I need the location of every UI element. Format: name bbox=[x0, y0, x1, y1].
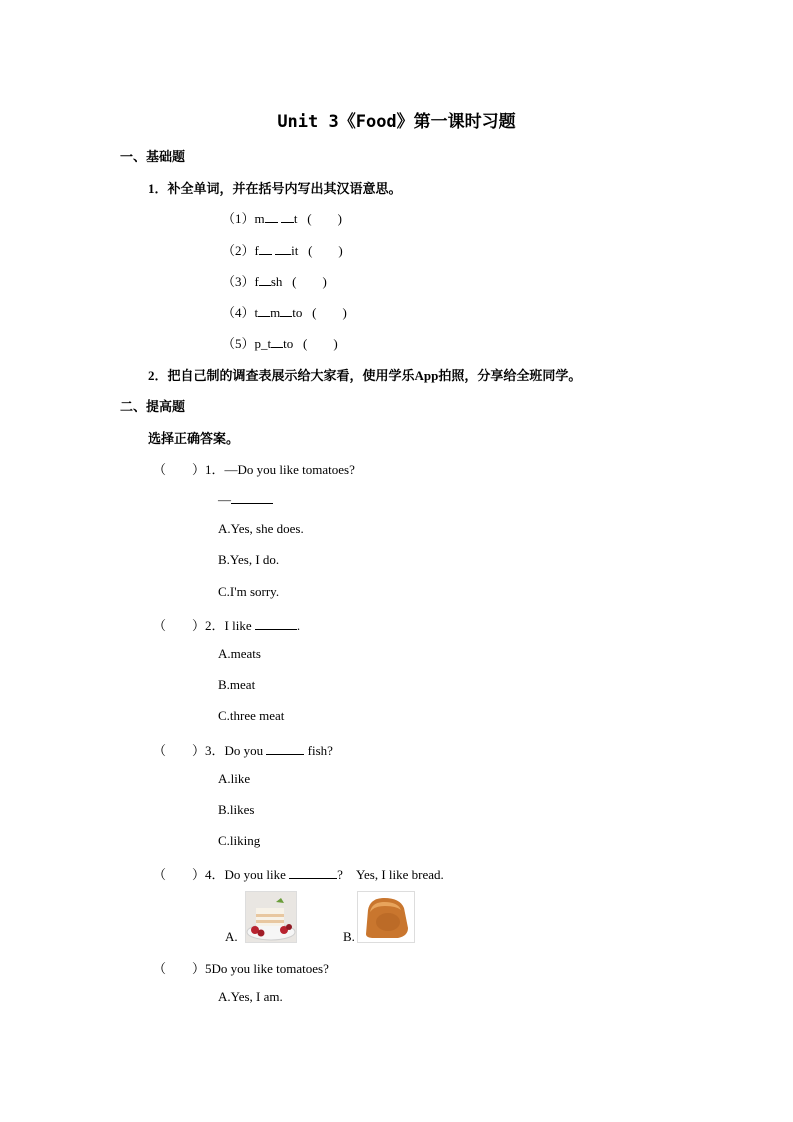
bread-image[interactable] bbox=[357, 891, 415, 943]
mc-question-5: （ ）5Do you like tomatoes? bbox=[153, 961, 329, 976]
question-1-prompt bbox=[148, 178, 402, 197]
answer-paren[interactable]: ( ) bbox=[308, 243, 343, 258]
option-b[interactable]: B. bbox=[343, 929, 355, 944]
option-a[interactable]: A.like bbox=[218, 771, 251, 786]
option-a[interactable]: A. bbox=[225, 929, 238, 944]
answer-paren[interactable]: ( ) bbox=[292, 274, 327, 289]
answer-paren[interactable]: （ ） bbox=[153, 462, 206, 477]
page-title: Unit 3《Food》第一课时习题 bbox=[277, 112, 516, 132]
answer-paren[interactable]: （ ） bbox=[153, 961, 206, 976]
mc-question-1: （ ）1．—Do you like tomatoes? bbox=[153, 462, 355, 477]
mc-question-3: （ ）3．Do you fish? bbox=[153, 743, 333, 758]
option-b[interactable]: B.likes bbox=[218, 802, 255, 817]
bread-icon bbox=[358, 892, 414, 942]
answer-paren[interactable]: ( ) bbox=[307, 211, 342, 226]
word-item-3: （3）f sh ( ) bbox=[222, 274, 327, 289]
word-item-5: （5）p_t to ( ) bbox=[222, 336, 338, 351]
answer-paren[interactable]: ( ) bbox=[312, 305, 347, 320]
option-c[interactable]: C.three meat bbox=[218, 708, 285, 723]
word-item-2: （2）f it ( ) bbox=[222, 243, 343, 258]
mc-question-4: （ ）4．Do you like ? Yes, I like bread. bbox=[153, 867, 444, 882]
answer-line[interactable]: — bbox=[218, 491, 273, 508]
question-2-prompt: 2．把自己制的调查表展示给大家看，使用学乐App拍照，分享给全班同学。 bbox=[148, 368, 582, 384]
option-b[interactable]: B.Yes, I do. bbox=[218, 552, 280, 567]
instruction: 选择正确答案。 bbox=[148, 432, 240, 447]
answer-paren[interactable]: ( ) bbox=[303, 336, 338, 351]
option-a[interactable]: A.meats bbox=[218, 646, 261, 661]
cake-image[interactable] bbox=[245, 891, 297, 943]
section-heading-basic: 一、基础题 bbox=[120, 150, 186, 165]
word-item-4: （4）t m to ( ) bbox=[222, 305, 347, 320]
option-a[interactable]: A.Yes, she does. bbox=[218, 521, 304, 536]
answer-paren[interactable]: （ ） bbox=[153, 867, 206, 882]
question-text: 补全单词，并在括号内写出其汉语意思。 bbox=[167, 182, 402, 197]
section-heading-advanced: 二、提高题 bbox=[120, 400, 186, 415]
word-item-1: （1）m t ( ) bbox=[222, 211, 342, 226]
option-c[interactable]: C.I'm sorry. bbox=[218, 584, 280, 599]
option-c[interactable]: C.liking bbox=[218, 833, 261, 848]
mc-question-2: （ ）2．I like . bbox=[153, 618, 301, 633]
option-a[interactable]: A.Yes, I am. bbox=[218, 989, 283, 1004]
question-number: 1． bbox=[148, 181, 168, 196]
option-b[interactable]: B.meat bbox=[218, 677, 256, 692]
answer-paren[interactable]: （ ） bbox=[153, 743, 206, 758]
cake-icon bbox=[246, 892, 296, 942]
answer-paren[interactable]: （ ） bbox=[153, 618, 206, 633]
